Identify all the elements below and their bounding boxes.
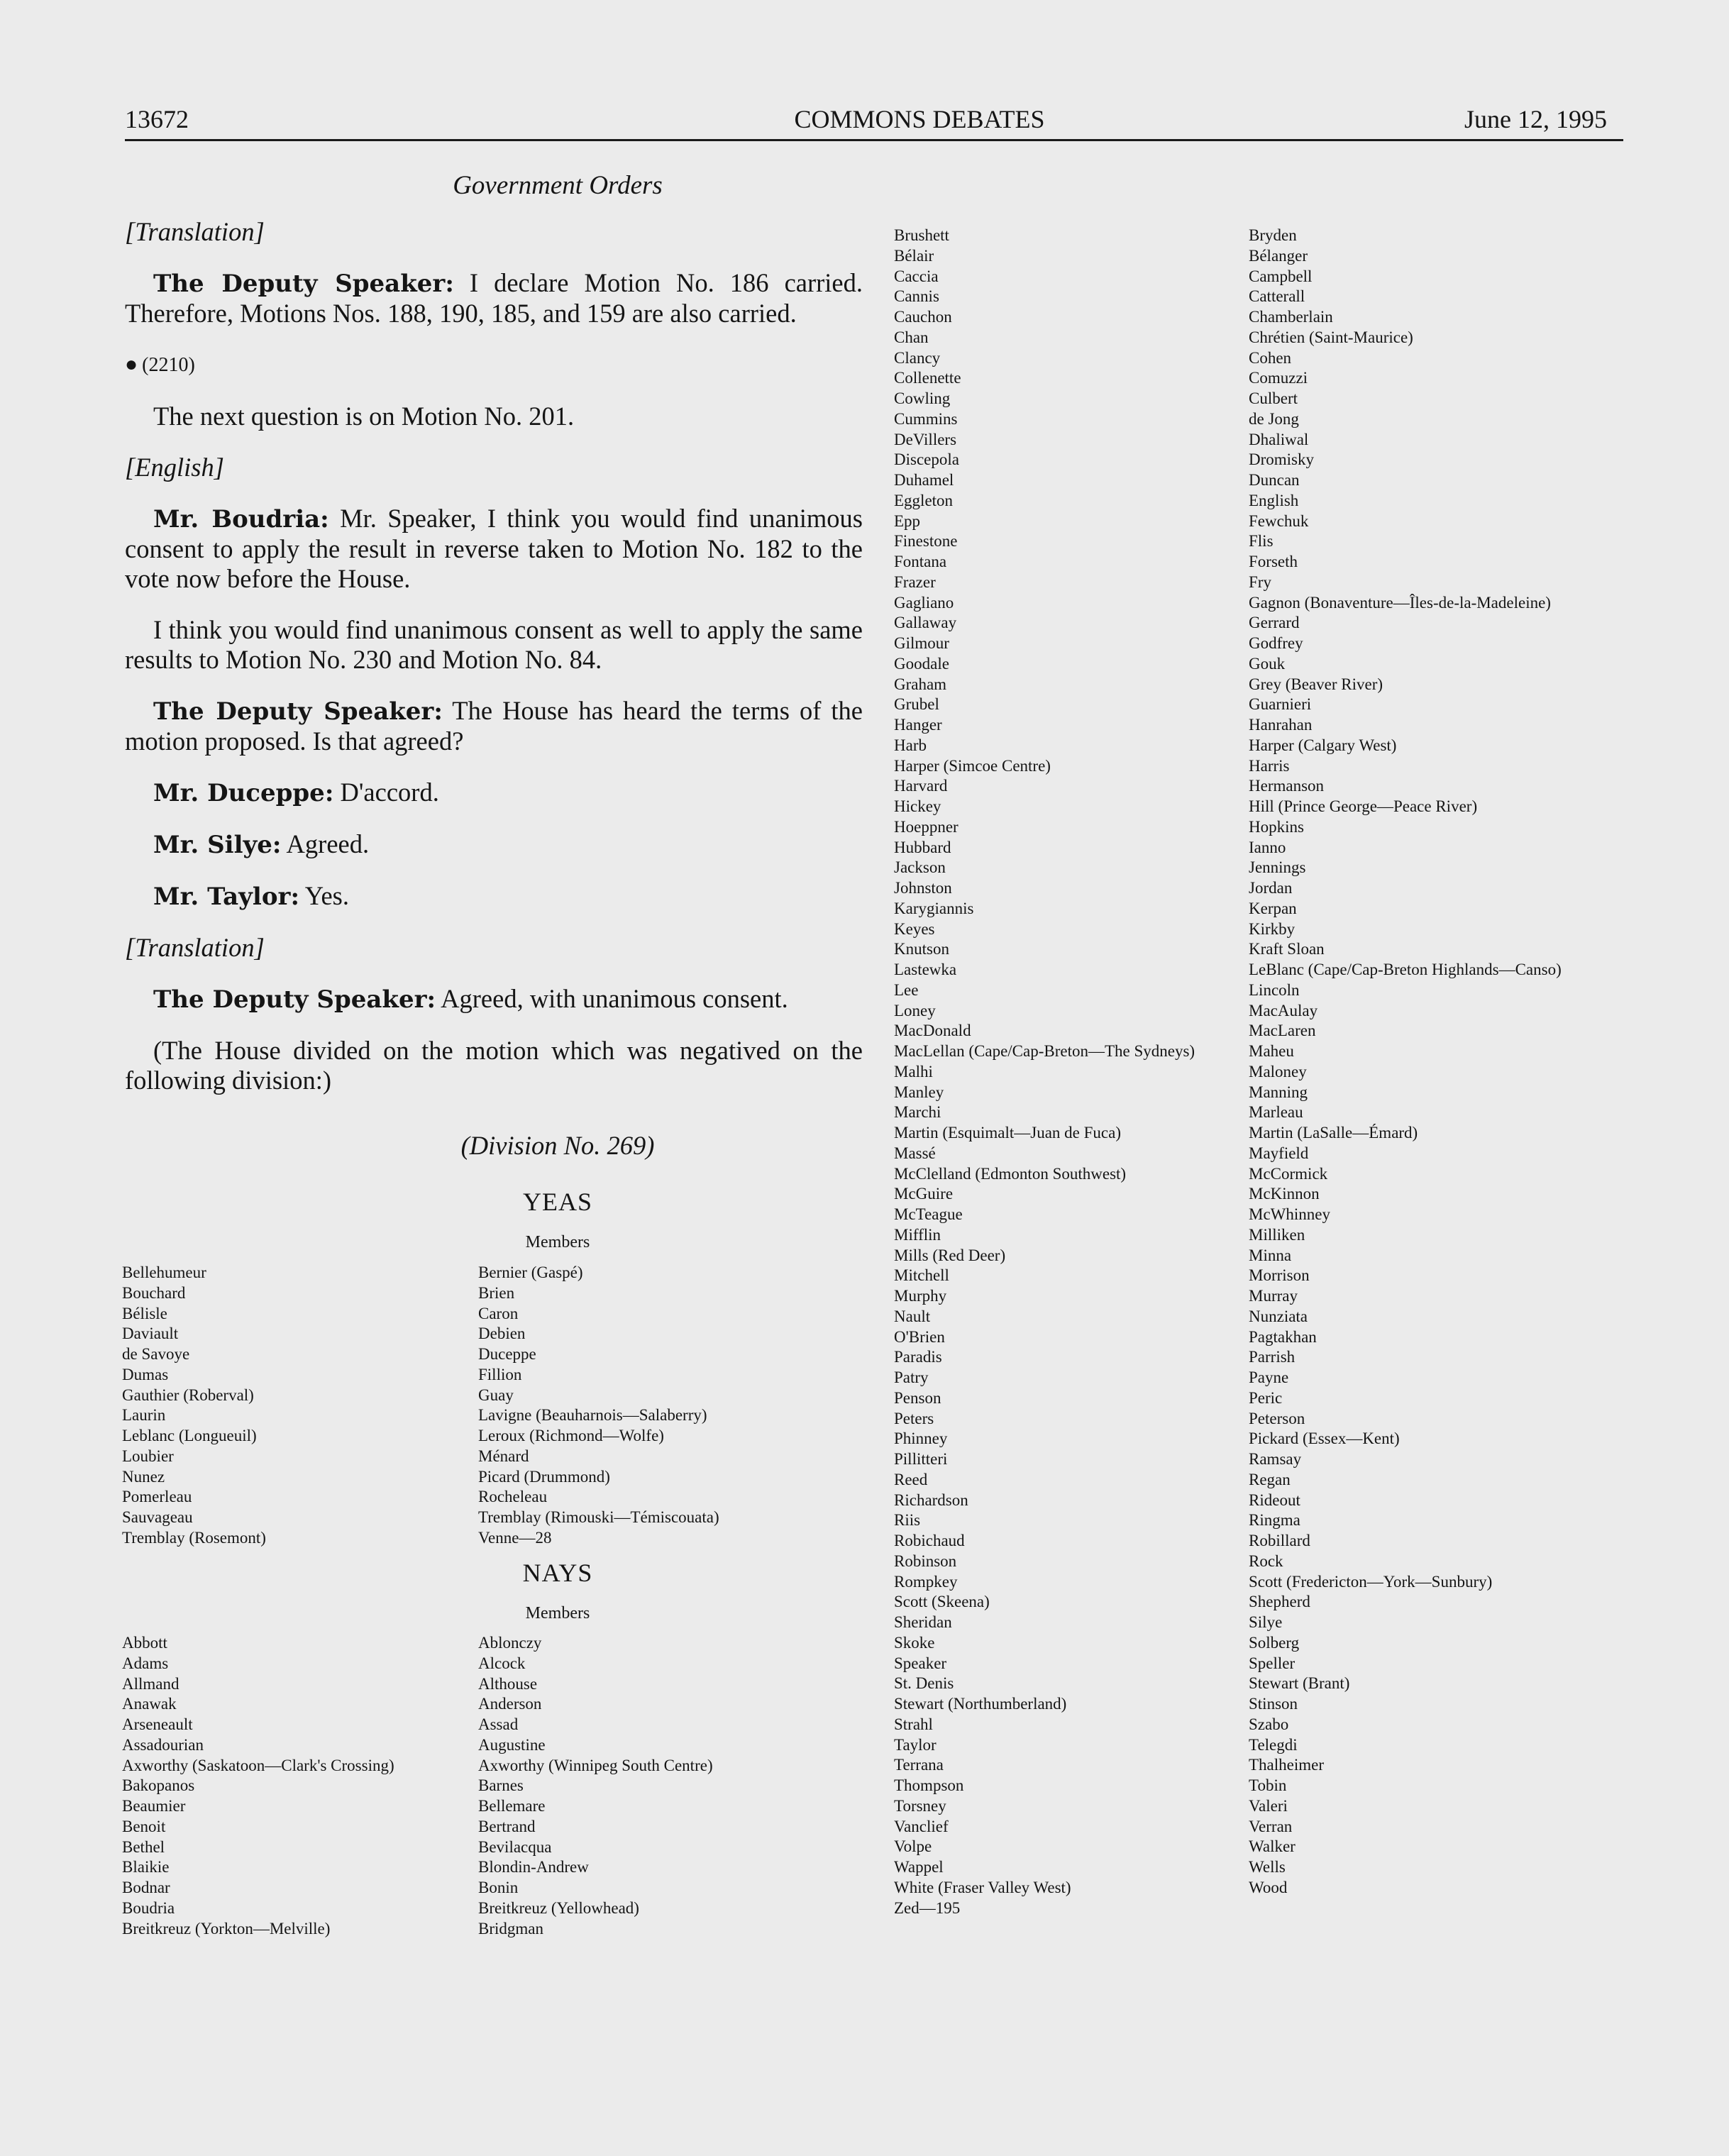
bullet-icon: ●: [125, 353, 138, 376]
member-name: Minna: [1249, 1246, 1292, 1264]
member-name: Martin (LaSalle—Émard): [1249, 1124, 1418, 1141]
yeas-heading: YEAS: [522, 1188, 592, 1216]
member-name: Gallaway: [894, 614, 957, 632]
member-name: Abbott: [122, 1634, 167, 1652]
member-name: de Jong: [1249, 409, 1299, 428]
member-name: Forseth: [1249, 553, 1298, 570]
member-name: Bryden: [1249, 226, 1297, 244]
language-note: [Translation]: [125, 217, 265, 246]
member-name: Grubel: [894, 695, 939, 714]
member-name: Arseneault: [122, 1715, 193, 1733]
member-name: Godfrey: [1249, 634, 1303, 652]
member-name: Bethel: [122, 1837, 165, 1856]
member-name: Rock: [1249, 1552, 1283, 1570]
member-name: Milliken: [1249, 1225, 1305, 1244]
speaker-name: Mr. Boudria:: [153, 505, 329, 534]
member-name: Scott (Fredericton—York—Sunbury): [1249, 1572, 1493, 1591]
member-name: Blondin-Andrew: [478, 1858, 589, 1876]
member-name: Loney: [894, 1001, 936, 1019]
member-name: Bertrand: [478, 1817, 536, 1835]
member-name: MacAulay: [1249, 1001, 1318, 1019]
member-name: Marchi: [894, 1103, 941, 1122]
member-name: Cannis: [894, 287, 939, 306]
member-name: Valeri: [1249, 1796, 1288, 1815]
member-name: Tremblay (Rosemont): [122, 1528, 266, 1547]
member-name: DeVillers: [894, 430, 957, 448]
member-name: Strahl: [894, 1715, 933, 1733]
speaker-name: The Deputy Speaker:: [153, 985, 436, 1014]
paragraph: I think you would find unanimous consent as well to apply the same results to Motion No. 230 and Motion No. 84.: [125, 615, 863, 674]
member-name: Daviault: [122, 1325, 179, 1343]
member-name: Harvard: [894, 777, 948, 795]
member-name: Duceppe: [478, 1345, 536, 1363]
member-name: Richardson: [894, 1491, 968, 1509]
member-name: Phinney: [894, 1430, 948, 1448]
member-name: Walker: [1249, 1837, 1296, 1856]
member-name: Leblanc (Longueuil): [122, 1427, 257, 1444]
member-name: Collenette: [894, 369, 961, 387]
member-name: Flis: [1249, 532, 1274, 551]
language-note: [Translation]: [125, 933, 265, 962]
speaker-name: Mr. Taylor:: [153, 883, 299, 911]
journal-title: COMMONS DEBATES: [794, 105, 1045, 133]
member-name: Pickard (Essex—Kent): [1249, 1430, 1400, 1448]
member-name: Cowling: [894, 389, 951, 407]
member-name: Fillion: [478, 1365, 522, 1383]
member-name: Cummins: [894, 409, 958, 428]
member-name: Robinson: [894, 1552, 957, 1570]
member-name: Goodale: [894, 654, 949, 673]
member-name: Breitkreuz (Yellowhead): [478, 1898, 639, 1917]
member-name: Thalheimer: [1249, 1756, 1325, 1774]
member-name: Dhaliwal: [1249, 430, 1309, 448]
member-name: Hill (Prince George—Peace River): [1249, 797, 1478, 815]
member-name: Picard (Drummond): [478, 1467, 610, 1486]
running-header: [125, 101, 1625, 143]
member-name: Blaikie: [122, 1858, 170, 1876]
speech-text: D'accord.: [333, 778, 439, 807]
paragraph: [125, 268, 863, 328]
member-name: Boudria: [122, 1898, 175, 1917]
language-note: [English]: [125, 453, 224, 482]
member-name: Terrana: [894, 1756, 944, 1774]
member-name: Loubier: [122, 1447, 174, 1465]
member-name: Reed: [894, 1470, 928, 1488]
member-name: Assadourian: [122, 1735, 204, 1754]
member-name: Telegdi: [1249, 1735, 1298, 1754]
member-name: Leroux (Richmond—Wolfe): [478, 1427, 664, 1444]
member-name: Nunziata: [1249, 1307, 1308, 1325]
member-name: MacDonald: [894, 1022, 971, 1040]
member-name: Johnston: [894, 879, 952, 897]
member-name: Clancy: [894, 348, 941, 367]
member-name: Rocheleau: [478, 1488, 548, 1506]
member-name: St. Denis: [894, 1674, 954, 1693]
member-name: McGuire: [894, 1185, 954, 1203]
member-name: Robillard: [1249, 1532, 1310, 1549]
member-name: Catterall: [1249, 287, 1305, 306]
member-name: Axworthy (Saskatoon—Clark's Crossing): [122, 1756, 394, 1774]
member-name: Ramsay: [1249, 1450, 1302, 1468]
yeas-members-label: Members: [525, 1233, 590, 1251]
member-name: Nault: [894, 1307, 931, 1325]
member-name: Peric: [1249, 1388, 1283, 1407]
member-name: Riis: [894, 1511, 921, 1530]
nays-members-label: Members: [525, 1604, 590, 1622]
member-name: Brushett: [894, 226, 949, 244]
member-name: Tremblay (Rimouski—Témiscouata): [478, 1508, 719, 1526]
member-name: Torsney: [894, 1796, 946, 1815]
speech-text: Agreed, with unanimous consent.: [436, 984, 788, 1013]
member-name: Verran: [1249, 1817, 1293, 1835]
member-name: Hanrahan: [1249, 716, 1313, 734]
member-name: Hoeppner: [894, 817, 959, 836]
paragraph: [125, 829, 863, 860]
member-name: Gagliano: [894, 593, 954, 612]
member-name: Lincoln: [1249, 980, 1300, 999]
member-name: Barnes: [478, 1776, 524, 1795]
member-name: Dumas: [122, 1365, 169, 1383]
member-name: Ianno: [1249, 838, 1286, 856]
member-name: Tobin: [1249, 1776, 1287, 1794]
member-name: Manning: [1249, 1083, 1308, 1101]
member-name: Wells: [1249, 1858, 1286, 1876]
member-name: Bouchard: [122, 1283, 186, 1302]
member-name: Kraft Sloan: [1249, 940, 1325, 958]
member-name: Gouk: [1249, 654, 1286, 673]
member-name: Stewart (Northumberland): [894, 1695, 1067, 1713]
member-name: Hanger: [894, 716, 942, 734]
member-name: Gilmour: [894, 634, 949, 652]
member-name: Bélair: [894, 246, 934, 265]
paragraph: [125, 778, 863, 808]
debate-text: [125, 217, 863, 1117]
member-name: Hopkins: [1249, 817, 1304, 836]
nays-list-col1: [122, 1633, 394, 1939]
member-name: Eggleton: [894, 491, 954, 509]
member-name: Allmand: [122, 1674, 179, 1693]
paragraph: [125, 881, 863, 912]
member-name: Anawak: [122, 1695, 177, 1713]
member-name: Maloney: [1249, 1062, 1307, 1080]
member-name: Axworthy (Winnipeg South Centre): [478, 1756, 713, 1774]
member-name: LeBlanc (Cape/Cap-Breton Highlands—Canso): [1249, 961, 1562, 978]
member-name: Manley: [894, 1083, 944, 1101]
member-name: Bellehumeur: [122, 1264, 206, 1281]
member-name: Bodnar: [122, 1879, 170, 1896]
member-name: Lee: [894, 980, 919, 999]
member-name: Harper (Calgary West): [1249, 736, 1397, 754]
member-name: Lastewka: [894, 961, 957, 978]
nays-list-col2: [478, 1633, 713, 1939]
member-name: MacLaren: [1249, 1022, 1316, 1040]
member-name: Brien: [478, 1283, 515, 1302]
member-name: Bélanger: [1249, 246, 1308, 265]
member-name: Wood: [1249, 1878, 1288, 1896]
member-name: Harris: [1249, 756, 1290, 775]
member-name: Patry: [894, 1369, 929, 1386]
member-name: Breitkreuz (Yorkton—Melville): [122, 1919, 331, 1937]
nays-list-col3: [894, 226, 1195, 1918]
member-name: Benoit: [122, 1817, 166, 1835]
member-name: Grey (Beaver River): [1249, 675, 1383, 693]
member-name: Anderson: [478, 1695, 542, 1713]
member-name: Harb: [894, 736, 927, 754]
member-name: Bernier (Gaspé): [478, 1264, 583, 1281]
member-name: Sheridan: [894, 1613, 952, 1631]
member-name: Stewart (Brant): [1249, 1674, 1350, 1693]
member-name: Solberg: [1249, 1633, 1300, 1652]
member-name: McClelland (Edmonton Southwest): [894, 1164, 1127, 1183]
member-name: Murphy: [894, 1287, 947, 1305]
member-name: Knutson: [894, 940, 949, 958]
member-name: Graham: [894, 675, 947, 693]
member-name: Sauvageau: [122, 1508, 193, 1526]
member-name: Lavigne (Beauharnois—Salaberry): [478, 1406, 707, 1425]
section-title: Government Orders: [453, 171, 663, 200]
member-name: Cauchon: [894, 308, 952, 326]
member-name: Laurin: [122, 1406, 166, 1425]
member-name: Bélisle: [122, 1304, 167, 1322]
member-name: Mitchell: [894, 1266, 949, 1285]
member-name: Jackson: [894, 858, 946, 877]
member-name: Nunez: [122, 1467, 165, 1486]
member-name: Duncan: [1249, 471, 1300, 489]
member-name: Regan: [1249, 1470, 1291, 1488]
member-name: Rompkey: [894, 1572, 958, 1591]
member-name: O'Brien: [894, 1327, 945, 1346]
member-name: Thompson: [894, 1776, 964, 1794]
member-name: Hermanson: [1249, 777, 1325, 795]
member-name: Beaumier: [122, 1797, 186, 1815]
member-name: Rideout: [1249, 1491, 1300, 1509]
member-name: Volpe: [894, 1837, 932, 1856]
page-number: 13672: [125, 105, 189, 133]
member-name: Jennings: [1249, 858, 1306, 877]
member-name: Epp: [894, 512, 921, 530]
speech-text: The House has heard the terms of the motion proposed. Is that agreed?: [125, 696, 863, 756]
member-name: Massé: [894, 1144, 936, 1162]
member-name: Pillitteri: [894, 1450, 948, 1468]
member-name: Fewchuk: [1249, 512, 1309, 530]
member-name: Discepola: [894, 450, 959, 469]
member-name: Frazer: [894, 573, 936, 591]
member-name: White (Fraser Valley West): [894, 1878, 1071, 1896]
member-name: Kerpan: [1249, 899, 1297, 917]
member-name: Chrétien (Saint-Maurice): [1249, 328, 1413, 346]
member-name: de Savoye: [122, 1345, 190, 1363]
yeas-list-col1: [122, 1263, 266, 1549]
member-name: Ringma: [1249, 1511, 1300, 1530]
member-name: Debien: [478, 1325, 526, 1343]
member-name: Peters: [894, 1409, 934, 1427]
member-name: Szabo: [1249, 1715, 1289, 1733]
speech-text: I declare Motion No. 186 carried. Therefore, Motions Nos. 188, 190, 185, and 159 are also carried.: [125, 268, 863, 328]
member-name: Skoke: [894, 1633, 935, 1652]
member-name: Wappel: [894, 1858, 944, 1876]
member-name: Chan: [894, 328, 929, 346]
member-name: Caccia: [894, 267, 939, 285]
member-name: Payne: [1249, 1369, 1289, 1386]
member-name: Maheu: [1249, 1042, 1294, 1060]
paragraph: [125, 696, 863, 756]
member-name: Speller: [1249, 1654, 1296, 1672]
division-number: (Division No. 269): [460, 1131, 655, 1160]
member-name: Hickey: [894, 797, 941, 815]
nays-list-col4: [1249, 226, 1562, 1898]
member-name: Chamberlain: [1249, 308, 1333, 326]
paragraph: [125, 984, 863, 1015]
member-name: Alcock: [478, 1654, 526, 1672]
paragraph: [125, 504, 863, 594]
member-name: Zed—195: [894, 1898, 961, 1917]
member-name: Fontana: [894, 553, 947, 570]
member-name: Guarnieri: [1249, 695, 1312, 714]
member-name: Jordan: [1249, 879, 1293, 897]
timestamp-text: (2210): [142, 354, 195, 376]
member-name: Fry: [1249, 573, 1271, 591]
member-name: Mifflin: [894, 1225, 941, 1244]
member-name: Shepherd: [1249, 1593, 1310, 1611]
member-name: Bevilacqua: [478, 1837, 552, 1856]
member-name: Gagnon (Bonaventure—Îles-de-la-Madeleine): [1249, 593, 1551, 612]
member-name: Stinson: [1249, 1695, 1298, 1713]
speaker-name: Mr. Silye:: [153, 831, 282, 859]
member-name: Kirkby: [1249, 919, 1296, 938]
member-name: Scott (Skeena): [894, 1593, 990, 1611]
member-name: Peterson: [1249, 1409, 1305, 1427]
member-name: Cohen: [1249, 348, 1292, 367]
member-name: Martin (Esquimalt—Juan de Fuca): [894, 1124, 1122, 1141]
member-name: Adams: [122, 1654, 169, 1672]
member-name: Paradis: [894, 1348, 942, 1366]
member-name: Augustine: [478, 1735, 546, 1754]
paragraph: (The House divided on the motion which was negatived on the following division:): [125, 1036, 863, 1095]
member-name: Vanclief: [894, 1817, 949, 1835]
member-name: Culbert: [1249, 389, 1298, 407]
speaker-name: The Deputy Speaker:: [153, 697, 443, 726]
member-name: Venne—28: [478, 1528, 552, 1547]
member-name: Karygiannis: [894, 899, 974, 917]
member-name: Robichaud: [894, 1532, 965, 1549]
member-name: Silye: [1249, 1613, 1283, 1631]
member-name: Malhi: [894, 1062, 933, 1080]
member-name: Duhamel: [894, 471, 954, 489]
member-name: English: [1249, 491, 1299, 509]
member-name: McKinnon: [1249, 1185, 1320, 1203]
member-name: Speaker: [894, 1654, 947, 1672]
yeas-list-col2: [478, 1263, 719, 1549]
member-name: Bakopanos: [122, 1776, 195, 1795]
member-name: Murray: [1249, 1287, 1298, 1305]
member-name: Bonin: [478, 1879, 519, 1896]
issue-date: June 12, 1995: [1464, 105, 1607, 133]
member-name: Assad: [478, 1715, 519, 1733]
member-name: Mayfield: [1249, 1144, 1309, 1162]
member-name: Dromisky: [1249, 450, 1314, 469]
member-name: Bellemare: [478, 1797, 546, 1815]
member-name: Campbell: [1249, 267, 1313, 285]
member-name: Penson: [894, 1388, 941, 1407]
speaker-name: The Deputy Speaker:: [153, 270, 454, 298]
member-name: Morrison: [1249, 1266, 1310, 1285]
member-name: Gauthier (Roberval): [122, 1386, 254, 1404]
member-name: Marleau: [1249, 1103, 1303, 1122]
speech-text: Agreed.: [281, 829, 370, 858]
member-name: McTeague: [894, 1205, 963, 1223]
member-name: McCormick: [1249, 1164, 1328, 1183]
member-name: Hubbard: [894, 838, 951, 856]
member-name: Guay: [478, 1386, 514, 1404]
member-name: Parrish: [1249, 1348, 1296, 1366]
member-name: Finestone: [894, 532, 958, 551]
member-name: Harper (Simcoe Centre): [894, 756, 1051, 775]
member-name: Comuzzi: [1249, 369, 1308, 387]
member-name: Bridgman: [478, 1919, 543, 1937]
timestamp: [125, 350, 863, 380]
member-name: McWhinney: [1249, 1205, 1330, 1223]
member-name: Althouse: [478, 1674, 538, 1693]
member-name: Taylor: [894, 1735, 937, 1754]
member-name: Pomerleau: [122, 1488, 192, 1506]
speech-text: Yes.: [299, 881, 350, 910]
member-name: Keyes: [894, 919, 935, 938]
member-name: MacLellan (Cape/Cap-Breton—The Sydneys): [894, 1042, 1195, 1060]
member-name: Gerrard: [1249, 614, 1300, 632]
nays-heading: NAYS: [522, 1559, 593, 1587]
member-name: Mills (Red Deer): [894, 1246, 1006, 1264]
header-rule: [125, 139, 1623, 141]
member-name: Ablonczy: [478, 1634, 542, 1652]
member-name: Pagtakhan: [1249, 1327, 1317, 1346]
paragraph: The next question is on Motion No. 201.: [153, 402, 575, 431]
speaker-name: Mr. Duceppe:: [153, 779, 334, 807]
speech-text: Mr. Speaker, I think you would find unanimous consent to apply the result in reverse taken to Motion No. 182 to the vote now before the House.: [125, 504, 863, 593]
member-name: Ménard: [478, 1447, 529, 1465]
member-name: Caron: [478, 1304, 519, 1322]
